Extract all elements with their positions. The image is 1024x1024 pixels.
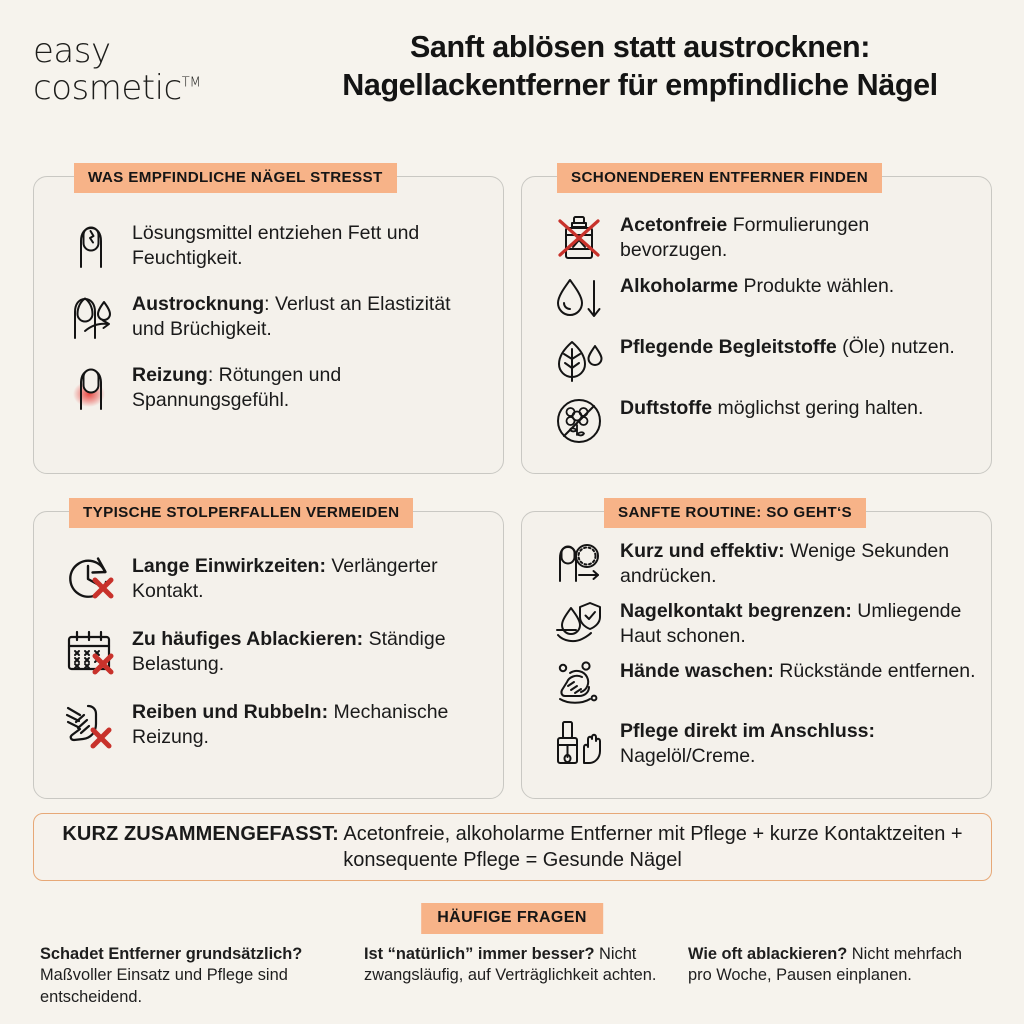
- list-item-bold: Zu häufiges Ablackieren:: [132, 628, 364, 650]
- faq-item: [364, 944, 664, 1008]
- card-items: [522, 512, 991, 777]
- faq-item: [40, 944, 340, 1008]
- list-item: [552, 657, 977, 711]
- list-item-text: [620, 717, 977, 768]
- list-item-rest: Verlängerter Kontakt.: [132, 555, 438, 602]
- faq-question: Ist “natürlich” immer besser?: [364, 945, 595, 963]
- list-item-bold: Nagelkontakt begrenzen:: [620, 600, 852, 622]
- list-item-bold: Lange Einwirkzeiten:: [132, 555, 326, 577]
- list-item-bold: Kurz und effektiv:: [620, 540, 785, 562]
- list-item-rest: Umliegende Haut schonen.: [620, 600, 962, 647]
- list-item-text: [132, 290, 485, 341]
- rubbing-hand-no-icon: [64, 698, 118, 752]
- list-item: [64, 290, 485, 344]
- list-item: [552, 717, 977, 771]
- list-item: [552, 537, 977, 591]
- no-fragrance-icon: [552, 394, 606, 448]
- list-item: [64, 625, 485, 679]
- brand-line-2: cosmetic: [33, 67, 182, 108]
- trademark-symbol: TM: [181, 75, 201, 91]
- list-item-bold: Alkoholarme: [620, 275, 739, 297]
- list-item: [64, 219, 485, 273]
- list-item-rest: möglichst gering halten.: [712, 397, 924, 419]
- low-alcohol-drop-icon: [552, 272, 606, 326]
- list-item-rest: Lösungsmittel entziehen Fett und Feuchtigkeit.: [132, 222, 420, 269]
- nail-drying-drop-icon: [64, 290, 118, 344]
- calendar-no-icon: [64, 625, 118, 679]
- drop-shield-hand-icon: [552, 597, 606, 651]
- list-item-bold: Hände waschen:: [620, 660, 774, 682]
- list-item-text: [132, 361, 485, 412]
- list-item-bold: Pflege direkt im Anschluss:: [620, 720, 876, 742]
- card-title-badge: WAS EMPFINDLICHE NÄGEL STRESST: [74, 163, 397, 193]
- list-item-rest: Formulierungen bevorzugen.: [620, 214, 870, 261]
- card-items: [34, 512, 503, 771]
- list-item: [552, 597, 977, 651]
- page-title-line-2: Nagellackentferner für empfindliche Nägel: [342, 68, 938, 103]
- list-item-text: [620, 597, 977, 648]
- card-was-empfindliche-naegel-stresst: [33, 169, 504, 474]
- irritated-nail-icon: [64, 361, 118, 415]
- cotton-pad-nail-icon: [552, 537, 606, 591]
- card-items: [34, 177, 503, 432]
- page-header: [0, 0, 1024, 125]
- list-item-rest: Ständige Belastung.: [132, 628, 446, 675]
- faq-answer: Maßvoller Einsatz und Pflege sind entscheidend.: [40, 966, 288, 1006]
- list-item-rest: Wenige Sekunden andrücken.: [620, 540, 950, 587]
- list-item: [552, 333, 977, 387]
- list-item-text: [132, 552, 485, 603]
- faq-question: Wie oft ablackieren?: [688, 945, 848, 963]
- list-item: [64, 361, 485, 415]
- card-schonenderen-entferner-finden: [521, 169, 992, 474]
- faq-columns: [40, 944, 992, 1008]
- list-item-text: [132, 698, 485, 749]
- card-title-badge: SCHONENDEREN ENTFERNER FINDEN: [557, 163, 882, 193]
- faq-question: Schadet Entferner grundsätzlich?: [40, 945, 303, 963]
- list-item-bold: Reizung: [132, 364, 208, 386]
- card-typische-stolperfallen-vermeiden: [33, 504, 504, 799]
- brand-line-1: easy: [33, 31, 111, 71]
- list-item-text: [620, 272, 894, 299]
- faq-item: [688, 944, 988, 1008]
- list-item-bold: Pflegende Begleitstoffe: [620, 336, 837, 358]
- list-item: [552, 394, 977, 448]
- faq-title-badge: HÄUFIGE FRAGEN: [421, 903, 603, 934]
- list-item: [552, 272, 977, 326]
- list-item: [64, 698, 485, 752]
- brand-logo: [33, 33, 263, 106]
- summary-label: KURZ ZUSAMMENGEFASST:: [62, 823, 339, 845]
- faq-answer: Nicht zwangsläufig, auf Verträglichkeit achten.: [364, 945, 657, 985]
- list-item-bold: Duftstoffe: [620, 397, 713, 419]
- list-item-rest: : Verlust an Elastizität und Brüchigkeit.: [132, 293, 451, 340]
- list-item-bold: Austrocknung: [132, 293, 265, 315]
- summary-text: [58, 821, 967, 873]
- nail-oil-hand-icon: [552, 717, 606, 771]
- list-item-rest: Produkte wählen.: [738, 275, 895, 297]
- page-title-line-1: Sanft ablösen statt austrocknen:: [409, 30, 871, 64]
- faq-answer: Nicht mehrfach pro Woche, Pausen einplanen.: [688, 945, 963, 985]
- list-item-rest: Nagelöl/Creme.: [620, 744, 756, 767]
- list-item: [552, 211, 977, 265]
- list-item-text: [620, 394, 923, 421]
- list-item-text: [132, 219, 485, 270]
- list-item-text: [620, 657, 976, 684]
- list-item-rest: Rückstände entfernen.: [773, 660, 976, 682]
- list-item-bold: Acetonfreie: [620, 214, 728, 236]
- no-acetone-bottle-icon: [552, 211, 606, 265]
- card-title-badge: TYPISCHE STOLPERFALLEN VERMEIDEN: [69, 498, 413, 528]
- clock-no-icon: [64, 552, 118, 606]
- list-item-rest: : Rötungen und Spannungsgefühl.: [132, 364, 342, 411]
- list-item-text: [132, 625, 485, 676]
- card-title-badge: SANFTE ROUTINE: SO GEHT‘S: [604, 498, 866, 528]
- summary-banner: [33, 813, 992, 881]
- washing-hands-icon: [552, 657, 606, 711]
- card-sanfte-routine-so-gehts: [521, 504, 992, 799]
- list-item: [64, 552, 485, 606]
- list-item-rest: Mechanische Reizung.: [132, 701, 449, 748]
- list-item-text: [620, 211, 977, 262]
- list-item-text: [620, 333, 955, 360]
- summary-body: Acetonfreie, alkoholarme Entferner mit Pflege + kurze Kontaktzeiten + konsequente Pflege = Gesunde Nägel: [338, 823, 963, 871]
- cracked-nail-icon: [64, 219, 118, 273]
- page-title: [278, 28, 1002, 105]
- list-item-rest: (Öle) nutzen.: [836, 336, 955, 358]
- leaf-oil-drop-icon: [552, 333, 606, 387]
- card-items: [522, 177, 991, 455]
- list-item-bold: Reiben und Rubbeln:: [132, 701, 329, 723]
- list-item-text: [620, 537, 977, 588]
